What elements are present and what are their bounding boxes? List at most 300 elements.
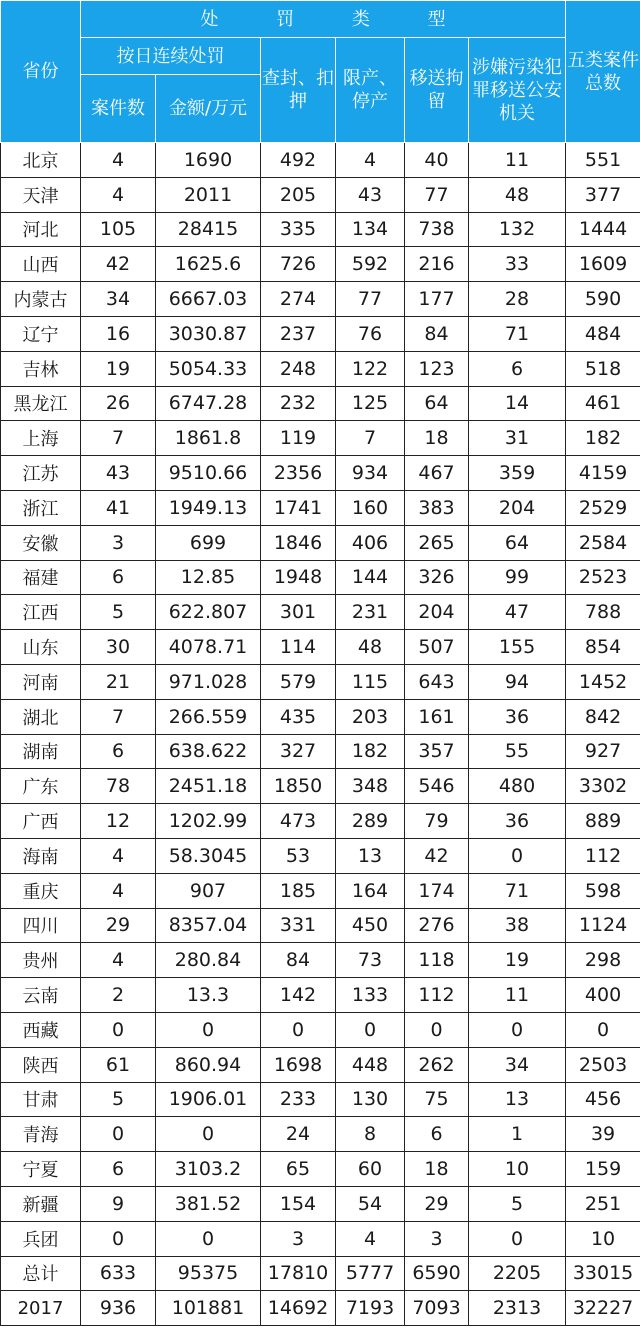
cell-amount: 381.52 (156, 1186, 261, 1221)
cell-case-count: 16 (81, 316, 156, 351)
cell-seal-seize: 3 (261, 1221, 336, 1256)
cell-seal-seize: 233 (261, 1082, 336, 1117)
cell-limit-stop: 8 (336, 1117, 405, 1152)
cell-province: 广西 (1, 804, 81, 839)
cell-case-count: 0 (81, 1012, 156, 1047)
cell-seal-seize: 248 (261, 351, 336, 386)
cell-province: 山西 (1, 247, 81, 282)
cell-amount: 1690 (156, 143, 261, 178)
cell-detain: 112 (405, 978, 469, 1013)
cell-seal-seize: 119 (261, 421, 336, 456)
cell-province: 北京 (1, 143, 81, 178)
cell-case-count: 4 (81, 873, 156, 908)
cell-province: 江苏 (1, 456, 81, 491)
cell-crime-transfer: 204 (469, 490, 566, 525)
cell-detain: 262 (405, 1047, 469, 1082)
cell-crime-transfer: 13 (469, 1082, 566, 1117)
cell-detain: 326 (405, 560, 469, 595)
cell-total: 377 (566, 177, 640, 212)
cell-limit-stop: 134 (336, 212, 405, 247)
cell-amount: 6747.28 (156, 386, 261, 421)
cell-limit-stop: 0 (336, 1012, 405, 1047)
cell-seal-seize: 0 (261, 1012, 336, 1047)
cell-seal-seize: 1698 (261, 1047, 336, 1082)
cell-amount: 622.807 (156, 595, 261, 630)
cell-case-count: 7 (81, 699, 156, 734)
cell-case-count: 633 (81, 1256, 156, 1291)
cell-limit-stop: 5777 (336, 1256, 405, 1291)
cell-crime-transfer: 31 (469, 421, 566, 456)
header-seal-seize: 查封、扣押 (261, 38, 336, 143)
header-daily-penalty: 按日连续处罚 (81, 38, 261, 75)
cell-limit-stop: 7 (336, 421, 405, 456)
cell-limit-stop: 133 (336, 978, 405, 1013)
cell-province: 陕西 (1, 1047, 81, 1082)
cell-province: 黑龙江 (1, 386, 81, 421)
cell-seal-seize: 53 (261, 838, 336, 873)
cell-limit-stop: 592 (336, 247, 405, 282)
cell-case-count: 12 (81, 804, 156, 839)
cell-province: 天津 (1, 177, 81, 212)
cell-detain: 507 (405, 630, 469, 665)
cell-seal-seize: 142 (261, 978, 336, 1013)
cell-amount: 1625.6 (156, 247, 261, 282)
cell-province: 福建 (1, 560, 81, 595)
cell-seal-seize: 301 (261, 595, 336, 630)
cell-seal-seize: 327 (261, 734, 336, 769)
cell-total: 32227 (566, 1291, 640, 1326)
cell-amount: 28415 (156, 212, 261, 247)
cell-total: 39 (566, 1117, 640, 1152)
cell-seal-seize: 205 (261, 177, 336, 212)
cell-amount: 1861.8 (156, 421, 261, 456)
cell-amount: 2451.18 (156, 769, 261, 804)
table-row (1, 699, 640, 734)
cell-amount: 0 (156, 1012, 261, 1047)
cell-detain: 75 (405, 1082, 469, 1117)
cell-total: 456 (566, 1082, 640, 1117)
header-detain: 移送拘留 (405, 38, 469, 143)
table-row (1, 525, 640, 560)
cell-province: 江西 (1, 595, 81, 630)
header-penalty-type: 处 罚 类 型 (81, 1, 566, 38)
table-row (1, 664, 640, 699)
table-row (1, 1047, 640, 1082)
cell-total: 927 (566, 734, 640, 769)
cell-amount: 280.84 (156, 943, 261, 978)
cell-detain: 0 (405, 1012, 469, 1047)
cell-limit-stop: 160 (336, 490, 405, 525)
cell-total: 182 (566, 421, 640, 456)
cell-province: 上海 (1, 421, 81, 456)
cell-crime-transfer: 5 (469, 1186, 566, 1221)
cell-seal-seize: 154 (261, 1186, 336, 1221)
cell-detain: 84 (405, 316, 469, 351)
cell-limit-stop: 122 (336, 351, 405, 386)
cell-province: 兵团 (1, 1221, 81, 1256)
cell-total: 4159 (566, 456, 640, 491)
cell-seal-seize: 65 (261, 1152, 336, 1187)
cell-amount: 101881 (156, 1291, 261, 1326)
cell-seal-seize: 17810 (261, 1256, 336, 1291)
cell-case-count: 5 (81, 1082, 156, 1117)
cell-amount: 0 (156, 1221, 261, 1256)
cell-crime-transfer: 71 (469, 316, 566, 351)
cell-amount: 6667.03 (156, 282, 261, 317)
cell-seal-seize: 237 (261, 316, 336, 351)
cell-detain: 546 (405, 769, 469, 804)
cell-detain: 265 (405, 525, 469, 560)
cell-crime-transfer: 132 (469, 212, 566, 247)
cell-limit-stop: 348 (336, 769, 405, 804)
table-row (1, 908, 640, 943)
cell-crime-transfer: 36 (469, 804, 566, 839)
table-row (1, 351, 640, 386)
cell-province: 青海 (1, 1117, 81, 1152)
cell-province: 宁夏 (1, 1152, 81, 1187)
cell-crime-transfer: 19 (469, 943, 566, 978)
table-row (1, 978, 640, 1013)
cell-limit-stop: 60 (336, 1152, 405, 1187)
cell-limit-stop: 76 (336, 316, 405, 351)
cell-case-count: 6 (81, 734, 156, 769)
cell-limit-stop: 48 (336, 630, 405, 665)
cell-case-count: 4 (81, 177, 156, 212)
table-row (1, 316, 640, 351)
cell-amount: 4078.71 (156, 630, 261, 665)
cell-crime-transfer: 99 (469, 560, 566, 595)
cell-amount: 1202.99 (156, 804, 261, 839)
cell-detain: 204 (405, 595, 469, 630)
cell-detain: 216 (405, 247, 469, 282)
cell-detain: 29 (405, 1186, 469, 1221)
cell-province: 西藏 (1, 1012, 81, 1047)
cell-amount: 266.559 (156, 699, 261, 734)
header-province: 省份 (1, 1, 81, 143)
cell-seal-seize: 1741 (261, 490, 336, 525)
cell-detain: 357 (405, 734, 469, 769)
cell-crime-transfer: 0 (469, 838, 566, 873)
table-row (1, 595, 640, 630)
cell-case-count: 29 (81, 908, 156, 943)
cell-limit-stop: 130 (336, 1082, 405, 1117)
cell-limit-stop: 54 (336, 1186, 405, 1221)
cell-detain: 42 (405, 838, 469, 873)
cell-crime-transfer: 28 (469, 282, 566, 317)
cell-amount: 9510.66 (156, 456, 261, 491)
table-row (1, 1082, 640, 1117)
cell-limit-stop: 43 (336, 177, 405, 212)
cell-case-count: 3 (81, 525, 156, 560)
cell-crime-transfer: 36 (469, 699, 566, 734)
table-row (1, 943, 640, 978)
cell-seal-seize: 1846 (261, 525, 336, 560)
cell-amount: 0 (156, 1117, 261, 1152)
cell-case-count: 42 (81, 247, 156, 282)
cell-crime-transfer: 2205 (469, 1256, 566, 1291)
cell-amount: 58.3045 (156, 838, 261, 873)
cell-seal-seize: 14692 (261, 1291, 336, 1326)
cell-seal-seize: 473 (261, 804, 336, 839)
cell-limit-stop: 448 (336, 1047, 405, 1082)
cell-limit-stop: 934 (336, 456, 405, 491)
cell-seal-seize: 114 (261, 630, 336, 665)
table-row (1, 630, 640, 665)
cell-case-count: 26 (81, 386, 156, 421)
cell-crime-transfer: 11 (469, 978, 566, 1013)
table-body (1, 143, 640, 1326)
cell-amount: 8357.04 (156, 908, 261, 943)
cell-total: 112 (566, 838, 640, 873)
cell-total: 2529 (566, 490, 640, 525)
cell-total: 251 (566, 1186, 640, 1221)
cell-amount: 3030.87 (156, 316, 261, 351)
cell-detain: 383 (405, 490, 469, 525)
cell-limit-stop: 164 (336, 873, 405, 908)
cell-case-count: 4 (81, 838, 156, 873)
cell-province: 河北 (1, 212, 81, 247)
cell-crime-transfer: 47 (469, 595, 566, 630)
cell-crime-transfer: 359 (469, 456, 566, 491)
cell-detain: 64 (405, 386, 469, 421)
cell-limit-stop: 13 (336, 838, 405, 873)
cell-detain: 118 (405, 943, 469, 978)
header-total: 五类案件总数 (566, 1, 640, 143)
cell-case-count: 0 (81, 1221, 156, 1256)
cell-province: 贵州 (1, 943, 81, 978)
table-row (1, 1012, 640, 1047)
cell-amount: 907 (156, 873, 261, 908)
cell-detain: 643 (405, 664, 469, 699)
cell-amount: 638.622 (156, 734, 261, 769)
cell-province: 广东 (1, 769, 81, 804)
cell-seal-seize: 84 (261, 943, 336, 978)
cell-crime-transfer: 2313 (469, 1291, 566, 1326)
header-amount: 金额/万元 (156, 75, 261, 143)
table-row (1, 143, 640, 178)
cell-detain: 18 (405, 1152, 469, 1187)
table-row (1, 769, 640, 804)
cell-crime-transfer: 33 (469, 247, 566, 282)
cell-province: 云南 (1, 978, 81, 1013)
cell-limit-stop: 4 (336, 143, 405, 178)
cell-crime-transfer: 64 (469, 525, 566, 560)
cell-province: 四川 (1, 908, 81, 943)
cell-detain: 276 (405, 908, 469, 943)
cell-amount: 5054.33 (156, 351, 261, 386)
cell-total: 33015 (566, 1256, 640, 1291)
cell-seal-seize: 435 (261, 699, 336, 734)
cell-total: 2503 (566, 1047, 640, 1082)
cell-detain: 3 (405, 1221, 469, 1256)
cell-limit-stop: 203 (336, 699, 405, 734)
cell-total: 788 (566, 595, 640, 630)
cell-case-count: 43 (81, 456, 156, 491)
cell-province: 安徽 (1, 525, 81, 560)
cell-crime-transfer: 94 (469, 664, 566, 699)
cell-seal-seize: 274 (261, 282, 336, 317)
cell-limit-stop: 77 (336, 282, 405, 317)
table-row (1, 560, 640, 595)
cell-crime-transfer: 38 (469, 908, 566, 943)
cell-limit-stop: 115 (336, 664, 405, 699)
cell-total: 0 (566, 1012, 640, 1047)
cell-total: 551 (566, 143, 640, 178)
cell-crime-transfer: 55 (469, 734, 566, 769)
cell-amount: 3103.2 (156, 1152, 261, 1187)
cell-limit-stop: 406 (336, 525, 405, 560)
cell-province: 吉林 (1, 351, 81, 386)
cell-crime-transfer: 0 (469, 1221, 566, 1256)
cell-case-count: 34 (81, 282, 156, 317)
cell-limit-stop: 73 (336, 943, 405, 978)
cell-crime-transfer: 155 (469, 630, 566, 665)
cell-crime-transfer: 0 (469, 1012, 566, 1047)
cell-seal-seize: 331 (261, 908, 336, 943)
cell-total: 484 (566, 316, 640, 351)
cell-limit-stop: 450 (336, 908, 405, 943)
cell-crime-transfer: 71 (469, 873, 566, 908)
table-row (1, 247, 640, 282)
cell-total: 2584 (566, 525, 640, 560)
cell-crime-transfer: 14 (469, 386, 566, 421)
cell-crime-transfer: 10 (469, 1152, 566, 1187)
cell-total: 1609 (566, 247, 640, 282)
cell-limit-stop: 4 (336, 1221, 405, 1256)
cell-amount: 95375 (156, 1256, 261, 1291)
cell-total: 590 (566, 282, 640, 317)
cell-seal-seize: 492 (261, 143, 336, 178)
table-row (1, 804, 640, 839)
cell-total: 842 (566, 699, 640, 734)
cell-seal-seize: 335 (261, 212, 336, 247)
cell-crime-transfer: 480 (469, 769, 566, 804)
cell-crime-transfer: 6 (469, 351, 566, 386)
cell-total: 598 (566, 873, 640, 908)
cell-limit-stop: 144 (336, 560, 405, 595)
cell-total: 298 (566, 943, 640, 978)
cell-case-count: 0 (81, 1117, 156, 1152)
cell-detain: 177 (405, 282, 469, 317)
table-row (1, 838, 640, 873)
cell-detain: 161 (405, 699, 469, 734)
cell-case-count: 105 (81, 212, 156, 247)
cell-detain: 6 (405, 1117, 469, 1152)
cell-amount: 12.85 (156, 560, 261, 595)
cell-seal-seize: 2356 (261, 456, 336, 491)
cell-detain: 174 (405, 873, 469, 908)
cell-amount: 2011 (156, 177, 261, 212)
cell-detain: 467 (405, 456, 469, 491)
table-row (1, 212, 640, 247)
cell-seal-seize: 185 (261, 873, 336, 908)
cell-seal-seize: 726 (261, 247, 336, 282)
cell-amount: 699 (156, 525, 261, 560)
cell-detain: 79 (405, 804, 469, 839)
cell-limit-stop: 125 (336, 386, 405, 421)
table-row (1, 1291, 640, 1326)
table-row (1, 1256, 640, 1291)
cell-limit-stop: 231 (336, 595, 405, 630)
cell-case-count: 4 (81, 143, 156, 178)
table-row (1, 282, 640, 317)
cell-detain: 7093 (405, 1291, 469, 1326)
cell-total: 10 (566, 1221, 640, 1256)
cell-case-count: 936 (81, 1291, 156, 1326)
cell-amount: 971.028 (156, 664, 261, 699)
cell-province: 湖北 (1, 699, 81, 734)
cell-total: 159 (566, 1152, 640, 1187)
table-row (1, 456, 640, 491)
cell-case-count: 78 (81, 769, 156, 804)
cell-crime-transfer: 34 (469, 1047, 566, 1082)
table-row (1, 1186, 640, 1221)
cell-amount: 1949.13 (156, 490, 261, 525)
table-row (1, 734, 640, 769)
cell-seal-seize: 24 (261, 1117, 336, 1152)
cell-amount: 1906.01 (156, 1082, 261, 1117)
cell-total: 2523 (566, 560, 640, 595)
cell-province: 内蒙古 (1, 282, 81, 317)
cell-case-count: 41 (81, 490, 156, 525)
cell-total: 1124 (566, 908, 640, 943)
table-row (1, 490, 640, 525)
cell-crime-transfer: 11 (469, 143, 566, 178)
cell-province: 2017 (1, 1291, 81, 1326)
cell-limit-stop: 289 (336, 804, 405, 839)
cell-province: 浙江 (1, 490, 81, 525)
table-row (1, 177, 640, 212)
cell-crime-transfer: 1 (469, 1117, 566, 1152)
cell-amount: 13.3 (156, 978, 261, 1013)
cell-total: 1444 (566, 212, 640, 247)
cell-case-count: 7 (81, 421, 156, 456)
cell-case-count: 21 (81, 664, 156, 699)
cell-total: 461 (566, 386, 640, 421)
cell-province: 海南 (1, 838, 81, 873)
cell-total: 3302 (566, 769, 640, 804)
cell-limit-stop: 7193 (336, 1291, 405, 1326)
cell-province: 辽宁 (1, 316, 81, 351)
table-row (1, 1221, 640, 1256)
cell-total: 1452 (566, 664, 640, 699)
cell-case-count: 9 (81, 1186, 156, 1221)
cell-seal-seize: 579 (261, 664, 336, 699)
cell-total: 889 (566, 804, 640, 839)
cell-province: 山东 (1, 630, 81, 665)
cell-total: 518 (566, 351, 640, 386)
cell-detain: 738 (405, 212, 469, 247)
cell-province: 甘肃 (1, 1082, 81, 1117)
cell-limit-stop: 182 (336, 734, 405, 769)
cell-province: 河南 (1, 664, 81, 699)
table-row (1, 873, 640, 908)
cell-crime-transfer: 48 (469, 177, 566, 212)
table-row (1, 421, 640, 456)
cell-seal-seize: 1948 (261, 560, 336, 595)
cell-case-count: 19 (81, 351, 156, 386)
cell-seal-seize: 1850 (261, 769, 336, 804)
cell-detain: 18 (405, 421, 469, 456)
cell-total: 854 (566, 630, 640, 665)
cell-province: 新疆 (1, 1186, 81, 1221)
cell-case-count: 4 (81, 943, 156, 978)
header-case-count: 案件数 (81, 75, 156, 143)
cell-amount: 860.94 (156, 1047, 261, 1082)
cell-case-count: 61 (81, 1047, 156, 1082)
header-crime-transfer: 涉嫌污染犯罪移送公安机关 (469, 38, 566, 143)
cell-detain: 6590 (405, 1256, 469, 1291)
